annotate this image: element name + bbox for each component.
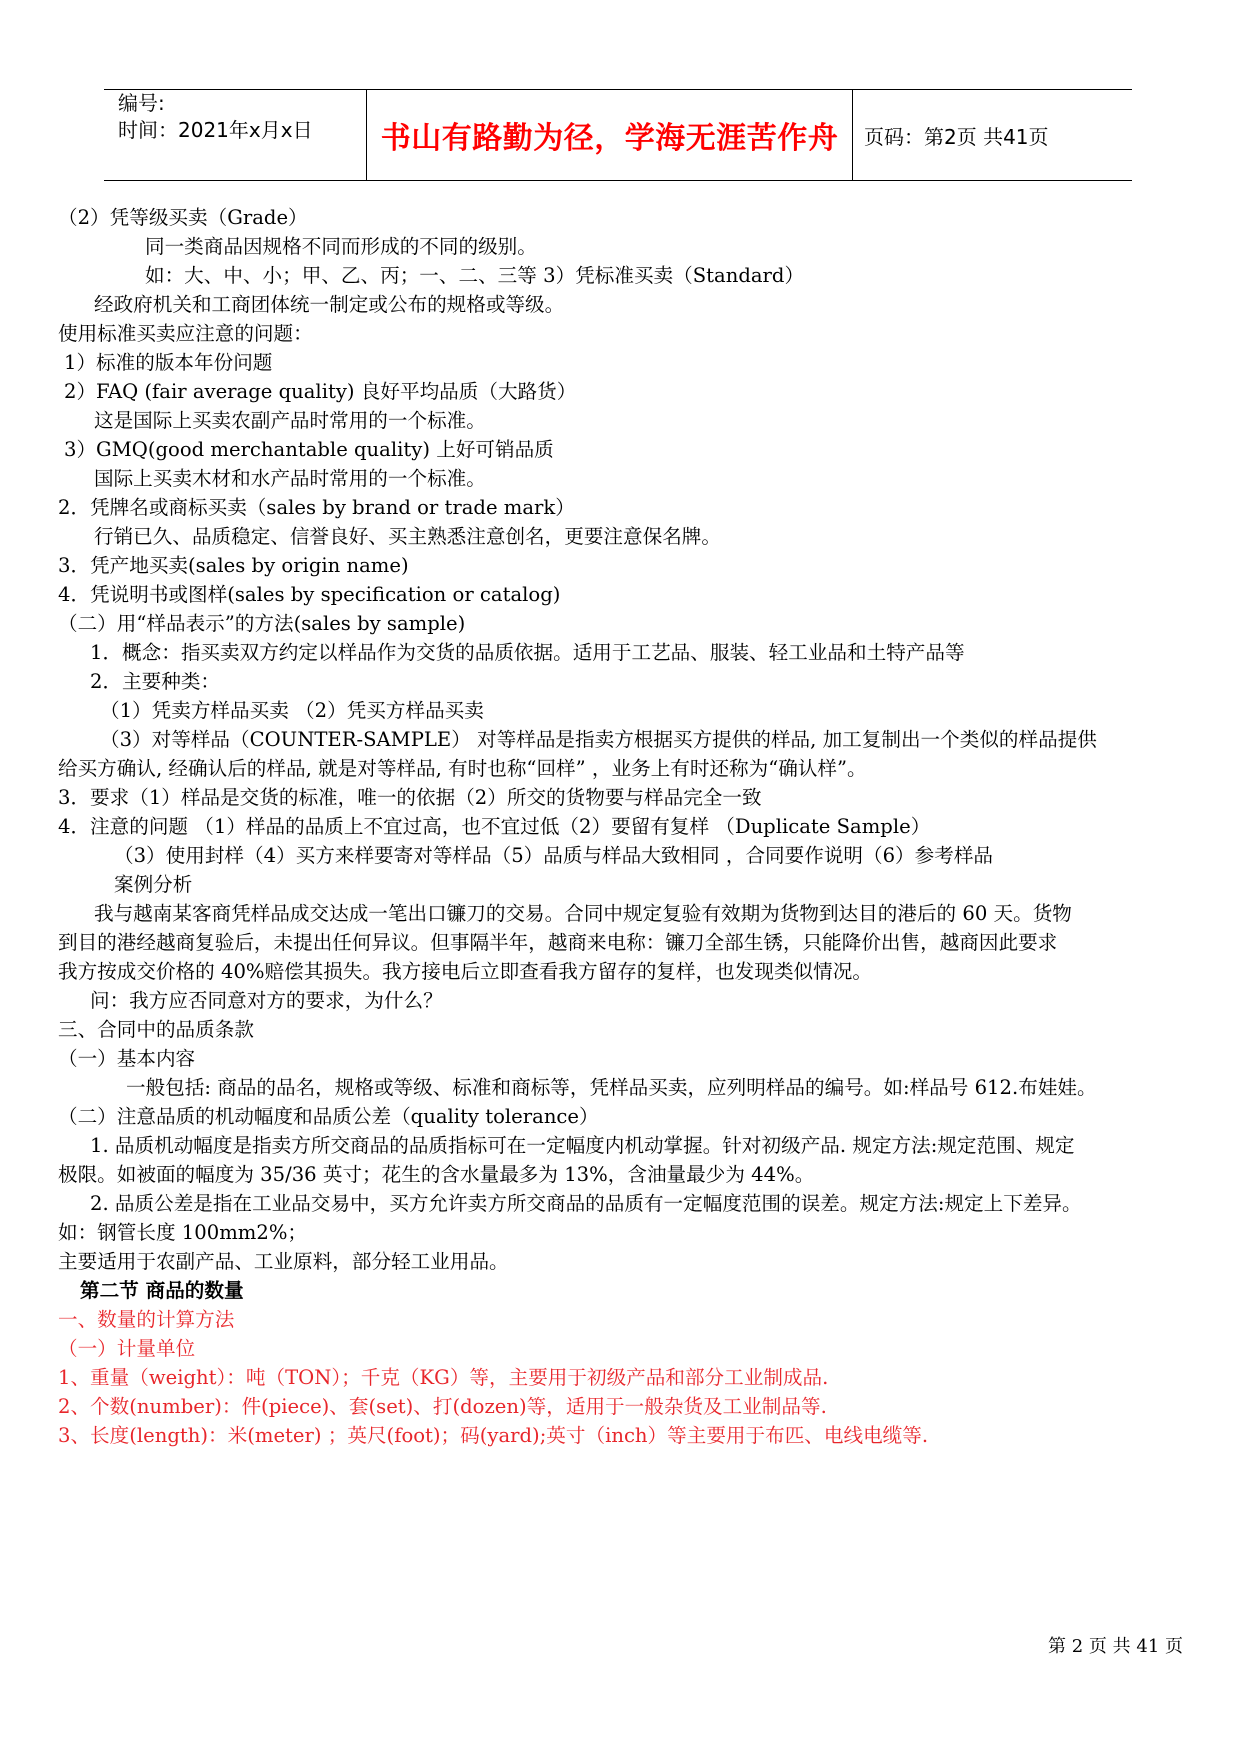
red-text-line: 1、重量（weight）：吨（TON）；千克（KG）等，主要用于初级产品和部分工业制成品. bbox=[58, 1366, 829, 1389]
text-line: 4．凭说明书或图样(sales by specification or catalog) bbox=[58, 583, 561, 606]
text-line: 如：钢管长度 100mm2%； bbox=[58, 1221, 308, 1244]
text-line: 我方按成交价格的 40%赔偿其损失。我方接电后立即查看我方留存的复样，也发现类似情况。 bbox=[58, 960, 872, 983]
red-text-line: 2、个数(number)：件(piece)、套(set)、打(dozen)等，适用于一般杂货及工业制品等. bbox=[58, 1395, 827, 1418]
text-line: （3）使用封样（4）买方来样要寄对等样品（5）品质与样品大致相同 ，合同要作说明（6）参考样品 bbox=[114, 844, 994, 867]
text-line: 2．凭牌名或商标买卖（sales by brand or trade mark） bbox=[58, 496, 575, 519]
text-line: 极限。如被面的幅度为 35/36 英寸；花生的含水量最多为 13%，含油量最少为 44%。 bbox=[58, 1163, 815, 1186]
text-line: （一）基本内容 bbox=[58, 1047, 196, 1070]
text-line: 案例分析 bbox=[114, 873, 193, 896]
text-line: 2．主要种类： bbox=[90, 670, 221, 693]
text-line: 1．概念：指买卖双方约定以样品作为交货的品质依据。适用于工艺品、服装、轻工业品和土特产品等 bbox=[90, 641, 965, 664]
header-time-label: 时间：2021年x月x日 bbox=[118, 118, 313, 142]
text-line: （3）对等样品（COUNTER-SAMPLE） 对等样品是指卖方根据买方提供的样品, 加工复制出一个类似的样品提供 bbox=[100, 728, 1097, 751]
text-line: （2）凭等级买卖（Grade） bbox=[58, 206, 308, 229]
text-line: 给买方确认, 经确认后的样品, 就是对等样品, 有时也称“回样” ，业务上有时还称为“确认样”。 bbox=[58, 757, 867, 780]
text-line: 3）GMQ(good merchantable quality) 上好可销品质 bbox=[64, 438, 554, 461]
header-number-label: 编号: bbox=[118, 91, 165, 115]
text-line: 2）FAQ (fair average quality) 良好平均品质（大路货） bbox=[64, 380, 577, 403]
text-line: 同一类商品因规格不同而形成的不同的级别。 bbox=[145, 235, 537, 258]
text-line: 2. 品质公差是指在工业品交易中，买方允许卖方所交商品的品质有一定幅度范围的误差。规定方法:规定上下差异。 bbox=[90, 1192, 1082, 1215]
text-line: 经政府机关和工商团体统一制定或公布的规格或等级。 bbox=[94, 293, 565, 316]
text-line: 国际上买卖木材和水产品时常用的一个标准。 bbox=[94, 467, 486, 490]
text-line: 1. 品质机动幅度是指卖方所交商品的品质指标可在一定幅度内机动掌握。针对初级产品. 规定方法:规定范围、规定 bbox=[90, 1134, 1075, 1157]
text-line: 使用标准买卖应注意的问题： bbox=[58, 322, 313, 345]
text-line: 4．注意的问题 （1）样品的品质上不宜过高，也不宜过低（2）要留有复样 （Duplicate Sample） bbox=[58, 815, 931, 838]
text-line: 1）标准的版本年份问题 bbox=[64, 351, 273, 374]
header-motto: 书山有路勤为径，学海无涯苦作舟 bbox=[380, 121, 839, 156]
text-line: 问：我方应否同意对方的要求，为什么？ bbox=[90, 989, 443, 1012]
text-line: （1）凭卖方样品买卖 （2）凭买方样品买卖 bbox=[100, 699, 484, 722]
page-footer: 第 2 页 共 41 页 bbox=[1048, 1636, 1183, 1657]
text-line: 一般包括: 商品的品名，规格或等级、标准和商标等，凭样品买卖，应列明样品的编号。如:样品号 612.布娃娃。 bbox=[126, 1076, 1097, 1099]
text-line: 三、合同中的品质条款 bbox=[58, 1018, 254, 1041]
text-line: 3．凭产地买卖(sales by origin name) bbox=[58, 554, 409, 577]
text-line: 这是国际上买卖农副产品时常用的一个标准。 bbox=[94, 409, 486, 432]
text-line: 我与越南某客商凭样品成交达成一笔出口镰刀的交易。合同中规定复验有效期为货物到达目的港后的 60 天。货物 bbox=[94, 902, 1072, 925]
text-line: 主要适用于农副产品、工业原料，部分轻工业用品。 bbox=[58, 1250, 509, 1273]
text-line: （二）用“样品表示”的方法(sales by sample) bbox=[58, 612, 466, 635]
header-page-label: 页码：第2页 共41页 bbox=[864, 124, 1049, 149]
text-line: 行销已久、品质稳定、信誉良好、买主熟悉注意创名，更要注意保名牌。 bbox=[94, 525, 721, 548]
text-line: 3．要求（1）样品是交货的标准，唯一的依据（2）所交的货物要与样品完全一致 bbox=[58, 786, 762, 809]
text-line: （二）注意品质的机动幅度和品质公差（quality tolerance） bbox=[58, 1105, 599, 1128]
red-text-line: 3、长度(length)：米(meter) ；英尺(foot)；码(yard);英寸（inch）等主要用于布匹、电线电缆等. bbox=[58, 1424, 929, 1447]
text-line: 到目的港经越商复验后，未提出任何异议。但事隔半年，越商来电称：镰刀全部生锈，只能降价出售，越商因此要求 bbox=[58, 931, 1058, 954]
red-heading: （一）计量单位 bbox=[58, 1337, 196, 1360]
section-heading: 第二节 商品的数量 bbox=[80, 1279, 244, 1302]
red-heading: 一、数量的计算方法 bbox=[58, 1308, 235, 1331]
text-line: 如：大、中、小；甲、乙、丙；一、二、三等 3）凭标准买卖（Standard） bbox=[145, 264, 805, 287]
